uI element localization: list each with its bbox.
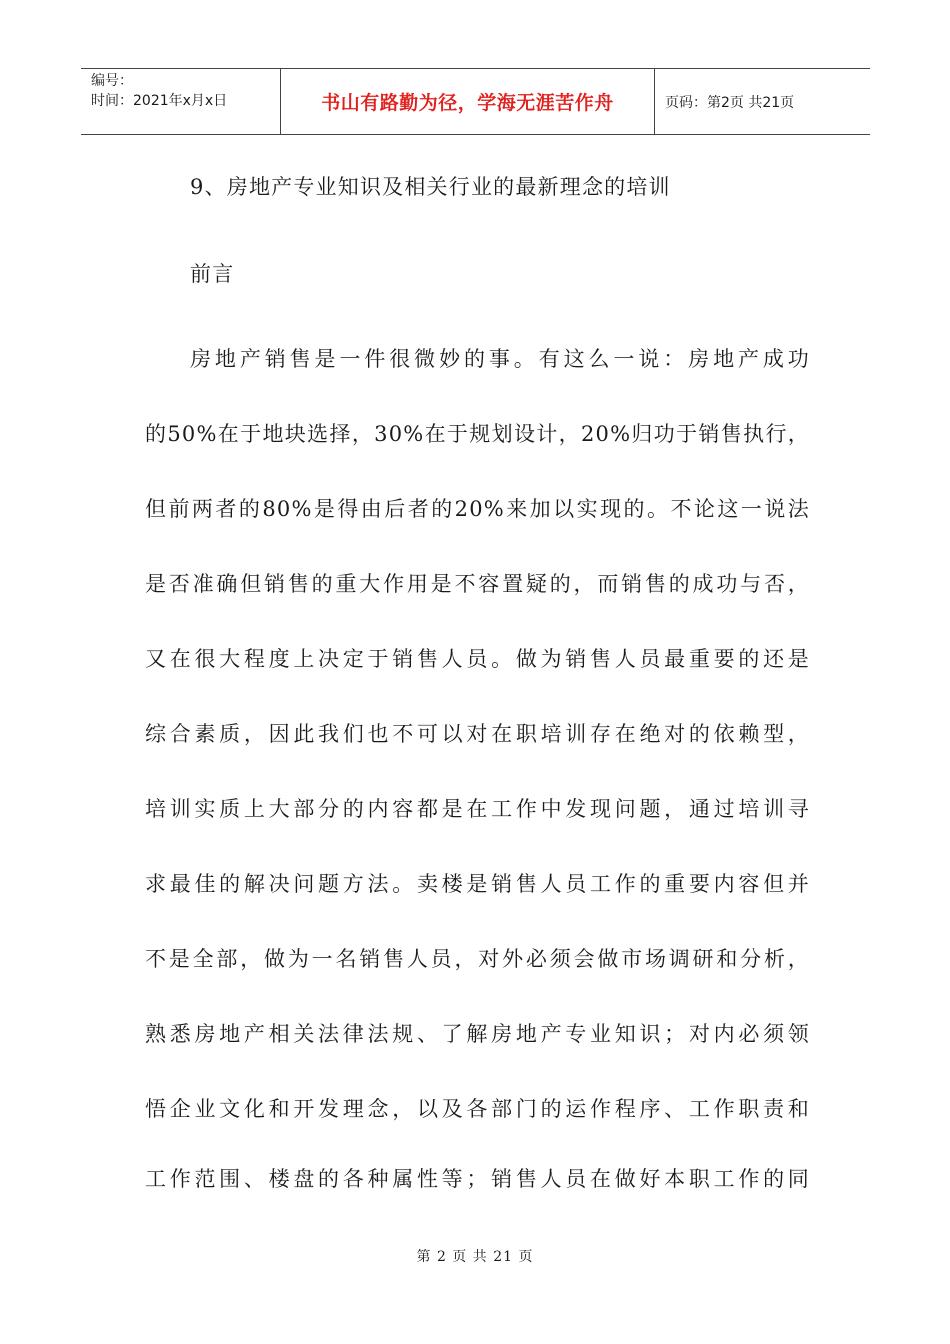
header-motto: 书山有路勤为径，学海无涯苦作舟	[281, 69, 655, 134]
paragraph-line: 求最佳的解决问题方法。卖楼是销售人员工作的重要内容但并	[145, 872, 810, 896]
paragraph-line: 悟企业文化和开发理念，以及各部门的运作程序、工作职责和	[145, 1097, 810, 1121]
paragraph-line: 综合素质，因此我们也不可以对在职培训存在绝对的依赖型，	[145, 722, 810, 746]
paragraph-line: 房地产销售是一件很微妙的事。有这么一说：房地产成功	[190, 347, 810, 371]
paragraph-line: 工作范围、楼盘的各种属性等；销售人员在做好本职工作的同	[145, 1167, 810, 1191]
paragraph-line: 是否准确但销售的重大作用是不容置疑的，而销售的成功与否，	[145, 572, 810, 596]
paragraph-line: 不是全部，做为一名销售人员，对外必须会做市场调研和分析，	[145, 947, 810, 971]
paragraph-line: 但前两者的80%是得由后者的20%来加以实现的。不论这一说法	[145, 497, 810, 521]
paragraph-line: 培训实质上大部分的内容都是在工作中发现问题，通过培训寻	[145, 797, 810, 821]
preface-heading: 前言	[190, 262, 235, 286]
document-number: 编号：	[91, 73, 133, 89]
header-meta	[81, 69, 281, 134]
page-header	[81, 68, 870, 135]
paragraph-line: 熟悉房地产相关法律法规、了解房地产专业知识；对内必须领	[145, 1022, 810, 1046]
page-footer: 第 2 页 共 21 页	[416, 1249, 534, 1265]
document-date: 时间：2021年x月x日	[91, 93, 228, 109]
section-heading: 9、房地产专业知识及相关行业的最新理念的培训	[190, 175, 671, 199]
header-page-info: 页码：第2页 共21页	[665, 94, 795, 111]
paragraph-line: 又在很大程度上决定于销售人员。做为销售人员最重要的还是	[145, 647, 810, 671]
paragraph-line: 的50%在于地块选择，30%在于规划设计，20%归功于销售执行，	[145, 422, 810, 446]
